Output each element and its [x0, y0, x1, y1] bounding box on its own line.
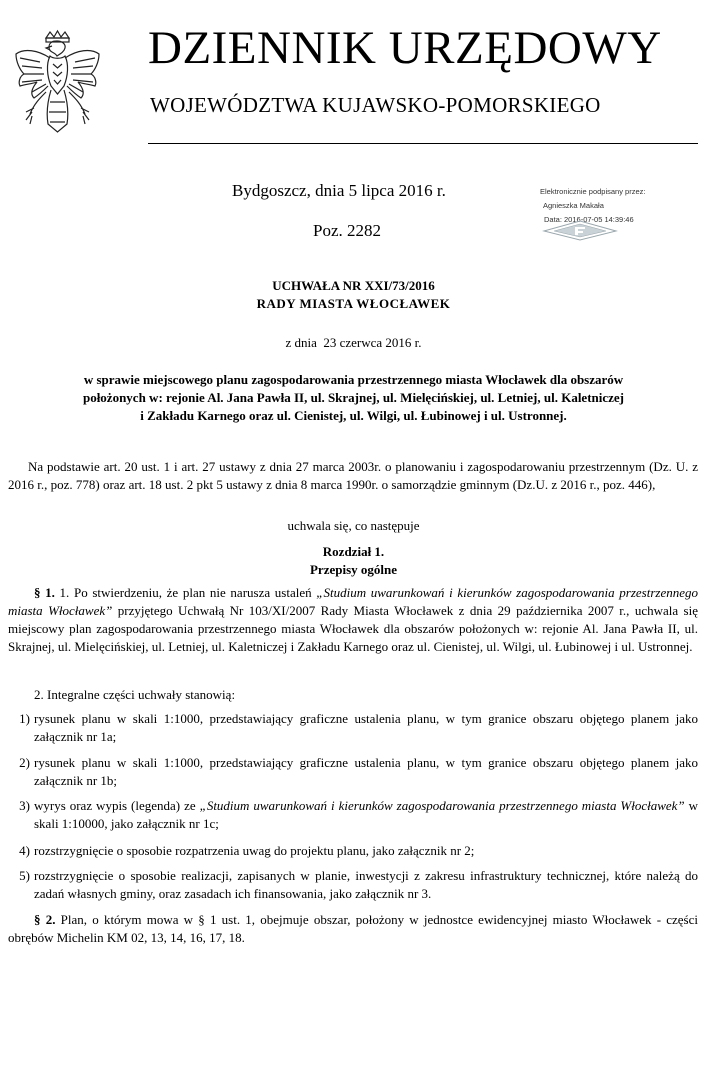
list-item-text-italic: „Studium uwarunkowań i kierunków zagospodarowania przestrzennego miasta Włocławek”: [199, 798, 685, 813]
section-1-text-post: przyjętego Uchwałą Nr 103/XI/2007 Rady Miasta Włocławek z dnia 29 października 2007 r., uchwala się miejscowy plan zagospodarowania przestrzennego miasta Włocławek dla obszarów położonych w: rejonie Al. Jana Pawła II, ul. Skrajnej, ul. Mielęcińskiej, ul. Letniej, ul. Kaletniczej i Zakładu Karnego oraz ul. Cienistej, ul. Wilgi, ul. Łubinowej i ul. Ustronnej.: [8, 603, 699, 654]
masthead-title: DZIENNIK URZĘDOWY: [148, 22, 662, 74]
list-item-number: 5): [19, 868, 30, 883]
section-2-paragraph: [8, 911, 698, 947]
list-item-text-post: w skali 1:10000, jako załącznik nr 1c;: [34, 798, 699, 831]
masthead-subtitle: WOJEWÓDZTWA KUJAWSKO-POMORSKIEGO: [150, 93, 601, 117]
list-item-text: rysunek planu w skali 1:1000, przedstawiający graficzne ustalenia planu, w tym granice obszaru objętego planem jako załącznik nr 1a;: [34, 711, 698, 744]
list-item: [8, 842, 698, 860]
list-item-text: [34, 797, 698, 833]
issue-place-date: Bydgoszcz, dnia 5 lipca 2016 r.: [232, 181, 446, 200]
list-item-text: rozstrzygnięcie o sposobie rozpatrzenia uwag do projektu planu, jako załącznik nr 2;: [34, 843, 475, 858]
list-item-text: rozstrzygnięcie o sposobie realizacji, zapisanych w planie, inwestycji z zakresu infrastruktury technicznej, które należą do zadań własnych gminy, oraz zasadach ich finansowania, jako załącznik nr 3.: [34, 868, 698, 901]
section-1-paragraph-1: [8, 584, 698, 656]
list-item: [8, 754, 698, 790]
resolution-date: z dnia 23 czerwca 2016 r.: [285, 335, 422, 350]
list-item: [8, 797, 698, 833]
signature-date: Data: 2016-07-05 14:39:46: [544, 215, 634, 224]
signature-stamp-icon: [542, 219, 618, 241]
list-item: [8, 867, 698, 903]
subject-line: w sprawie miejscowego planu zagospodarowania przestrzennego miasta Włocławek dla obszarów: [83, 372, 624, 387]
list-item-number: 1): [19, 711, 30, 726]
chapter-subtitle: Przepisy ogólne: [309, 562, 397, 577]
resolution-issuing-body: RADY MIASTA WŁOCŁAWEK: [256, 296, 451, 311]
resolution-subject: [0, 371, 707, 425]
chapter-heading: [0, 543, 707, 579]
legal-basis-paragraph: Na podstawie art. 20 ust. 1 i art. 27 ustawy z dnia 27 marca 2003r. o planowaniu i zagospodarowaniu przestrzennym (Dz. U. z 2016 r., poz. 778) oraz art. 18 ust. 2 pkt 5 ustawy z dnia 8 marca 1990r. o samorządzie gminnym (Dz.U. z 2016 r., poz. 446),: [8, 459, 698, 492]
electronic-signature-block: [540, 185, 700, 227]
chapter-title: Rozdział 1.: [322, 544, 385, 559]
masthead-divider: [148, 143, 698, 144]
list-item-number: 3): [19, 798, 30, 813]
resolution-number: UCHWAŁA NR XXI/73/2016: [272, 278, 435, 293]
list-item-number: 2): [19, 755, 30, 770]
subject-line: położonych w: rejonie Al. Jana Pawła II, ul. Skrajnej, ul. Mielęcińskiej, ul. Letniej, ul. Kaletniczej: [82, 390, 625, 405]
polish-eagle-emblem-icon: [10, 28, 105, 146]
section-1-text-italic: „Studium uwarunkowań i kierunków zagospodarowania przestrzennego miasta Włocławek”: [8, 585, 698, 618]
section-2-text: Plan, o którym mowa w § 1 ust. 1, obejmuje obszar, położony w jednostce ewidencyjnej miasto Włocławek - części obrębów Michelin KM 02, 13, 14, 16, 17, 18.: [8, 912, 699, 945]
signature-label: Elektronicznie podpisany przez:: [540, 187, 646, 196]
signature-signer: Agnieszka Makała: [543, 201, 604, 210]
enactment-clause: uchwala się, co następuje: [287, 518, 420, 533]
list-item-text: rysunek planu w skali 1:1000, przedstawiający graficzne ustalenia planu, w tym granice obszaru objętego planem jako załącznik nr 1b;: [34, 755, 698, 788]
section-mark: § 1.: [34, 585, 55, 600]
section-1-text-pre: 1. Po stwierdzeniu, że plan nie narusza ustaleń: [54, 585, 317, 600]
list-item-text-pre: wyrys oraz wypis (legenda) ze: [34, 798, 200, 813]
subject-line: i Zakładu Karnego oraz ul. Cienistej, ul. Wilgi, ul. Łubinowej i ul. Ustronnej.: [140, 408, 567, 423]
list-item: [8, 710, 698, 746]
list-item-number: 4): [19, 843, 30, 858]
issue-position: Poz. 2282: [313, 221, 381, 240]
section-1-paragraph-2: 2. Integralne części uchwały stanowią:: [34, 687, 236, 702]
section-mark: § 2.: [34, 912, 56, 927]
